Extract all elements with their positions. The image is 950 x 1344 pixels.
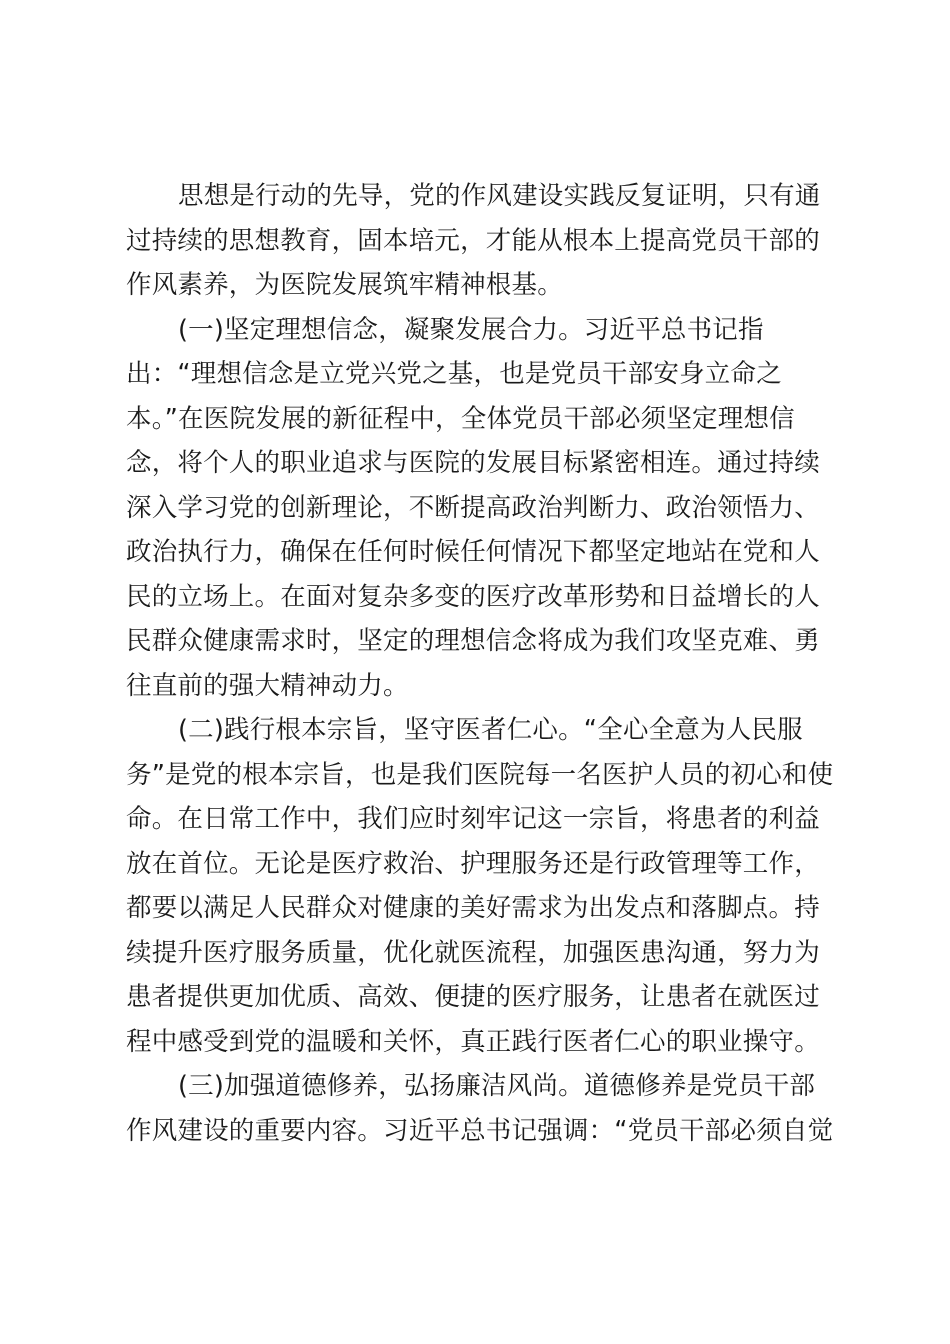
- paragraph-1-line-3: 作风素养，为医院发展筑牢精神根基。: [126, 270, 563, 300]
- paragraph-2-line-3: 本。”在医院发展的新征程中，全体党员干部必须坚定理想信: [126, 404, 795, 434]
- paragraph-2-line-5: 深入学习党的创新理论，不断提高政治判断力、政治领悟力、: [126, 493, 820, 523]
- paragraph-2-line-1: (一)坚定理想信念，凝聚发展合力。习近平总书记指: [178, 315, 764, 345]
- paragraph-3-line-2: 务”是党的根本宗旨，也是我们医院每一名医护人员的初心和使: [126, 760, 834, 790]
- paragraph-3-line-5: 都要以满足人民群众对健康的美好需求为出发点和落脚点。持: [126, 893, 820, 923]
- paragraph-3-line-6: 续提升医疗服务质量，优化就医流程，加强医患沟通，努力为: [126, 938, 820, 968]
- paragraph-3-line-4: 放在首位。无论是医疗救治、护理服务还是行政管理等工作，: [126, 849, 820, 879]
- paragraph-2-line-8: 民群众健康需求时，坚定的理想信念将成为我们攻坚克难、勇: [126, 626, 820, 656]
- paragraph-3-line-3: 命。在日常工作中，我们应时刻牢记这一宗旨，将患者的利益: [126, 804, 820, 834]
- paragraph-3-line-8: 程中感受到党的温暖和关怀，真正践行医者仁心的职业操守。: [126, 1027, 820, 1057]
- paragraph-2-line-4: 念，将个人的职业追求与医院的发展目标紧密相连。通过持续: [126, 448, 820, 478]
- paragraph-2-line-2: 出：“理想信念是立党兴党之基，也是党员干部安身立命之: [126, 359, 782, 389]
- paragraph-3-line-7: 患者提供更加优质、高效、便捷的医疗服务，让患者在就医过: [126, 982, 820, 1012]
- paragraph-2-line-6: 政治执行力，确保在任何时候任何情况下都坚定地站在党和人: [126, 537, 820, 567]
- paragraph-2-line-9: 往直前的强大精神动力。: [126, 671, 409, 701]
- paragraph-4-line-1: (三)加强道德修养，弘扬廉洁风尚。道德修养是党员干部: [178, 1071, 816, 1101]
- paragraph-3-line-1: (二)践行根本宗旨，坚守医者仁心。“全心全意为人民服: [178, 715, 803, 745]
- paragraph-4-line-2: 作风建设的重要内容。习近平总书记强调：“党员干部必须自觉: [126, 1116, 834, 1146]
- paragraph-1-line-1: 思想是行动的先导，党的作风建设实践反复证明，只有通: [178, 181, 821, 211]
- paragraph-1-line-2: 过持续的思想教育，固本培元，才能从根本上提高党员干部的: [126, 226, 820, 256]
- paragraph-2-line-7: 民的立场上。在面对复杂多变的医疗改革形势和日益增长的人: [126, 582, 820, 612]
